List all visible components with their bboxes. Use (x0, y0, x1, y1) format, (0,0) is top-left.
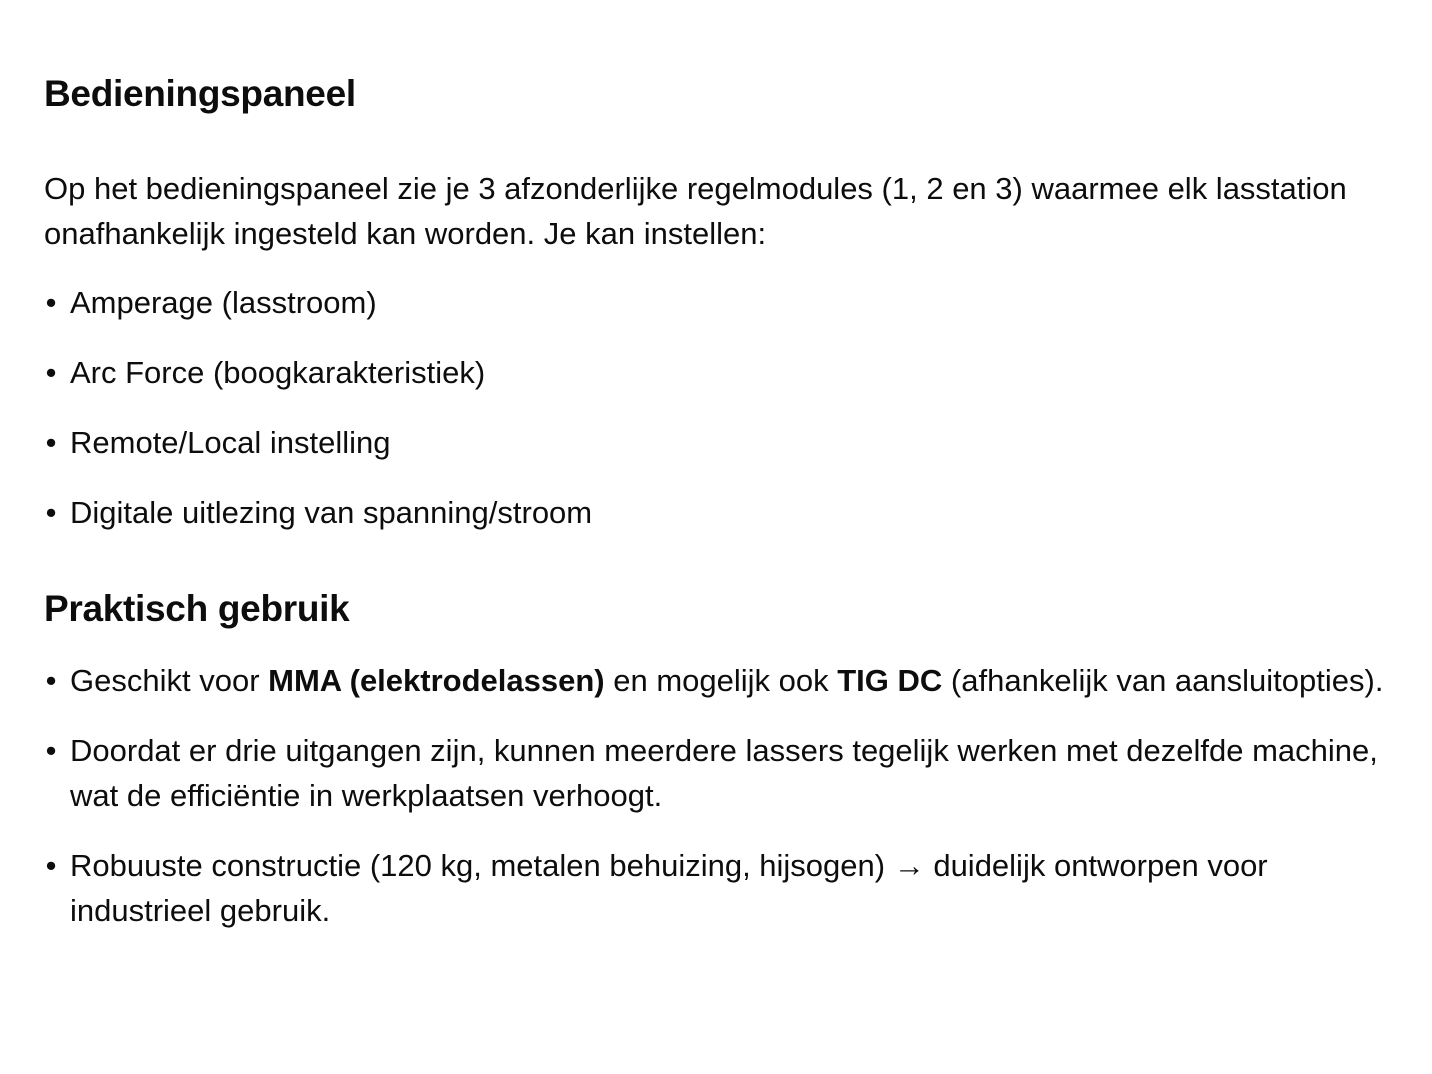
bullet-icon: • (45, 848, 57, 883)
list-item (44, 843, 1394, 933)
list-item (44, 420, 1404, 465)
bold-text-tig: TIG DC (837, 663, 943, 698)
list-item-text: Doordat er drie uitgangen zijn, kunnen meerdere lassers tegelijk werken met dezelfde machine, wat de efficiëntie in werkplaatsen verhoogt. (70, 733, 1378, 813)
list-item (44, 350, 1404, 395)
bullet-icon: • (45, 355, 57, 390)
bullet-icon: • (45, 495, 57, 530)
bullet-icon: • (45, 285, 57, 320)
list-item-text: Robuuste constructie (120 kg, metalen behuizing, hijsogen) → duidelijk ontworpen voor industrieel gebruik. (70, 848, 1268, 928)
list-item-text: Remote/Local instelling (70, 425, 391, 460)
feature-list (44, 280, 1404, 560)
section-heading-bedieningspaneel: Bedieningspaneel (44, 73, 356, 114)
section-heading-praktisch-gebruik: Praktisch gebruik (44, 588, 350, 629)
bullet-icon: • (45, 425, 57, 460)
bullet-icon: • (45, 733, 57, 768)
list-item-text (70, 663, 1383, 698)
bullet-icon: • (45, 663, 57, 698)
intro-paragraph: Op het bedieningspaneel zie je 3 afzonderlijke regelmodules (1, 2 en 3) waarmee elk lasstation onafhankelijk ingesteld kan worden. Je kan instellen: (44, 171, 1347, 251)
list-item (44, 728, 1394, 818)
text-segment: en mogelijk ook (604, 663, 838, 698)
list-item (44, 490, 1404, 535)
bold-text-mma: MMA (elektrodelassen) (268, 663, 605, 698)
list-item-text: Digitale uitlezing van spanning/stroom (70, 495, 593, 530)
list-item-text: Arc Force (boogkarakteristiek) (70, 355, 486, 390)
usage-list (44, 658, 1394, 958)
list-item (44, 658, 1394, 703)
text-segment: Geschikt voor (70, 663, 269, 698)
list-item (44, 280, 1404, 325)
text-segment: (afhankelijk van aansluitopties). (942, 663, 1384, 698)
list-item-text: Amperage (lasstroom) (70, 285, 377, 320)
